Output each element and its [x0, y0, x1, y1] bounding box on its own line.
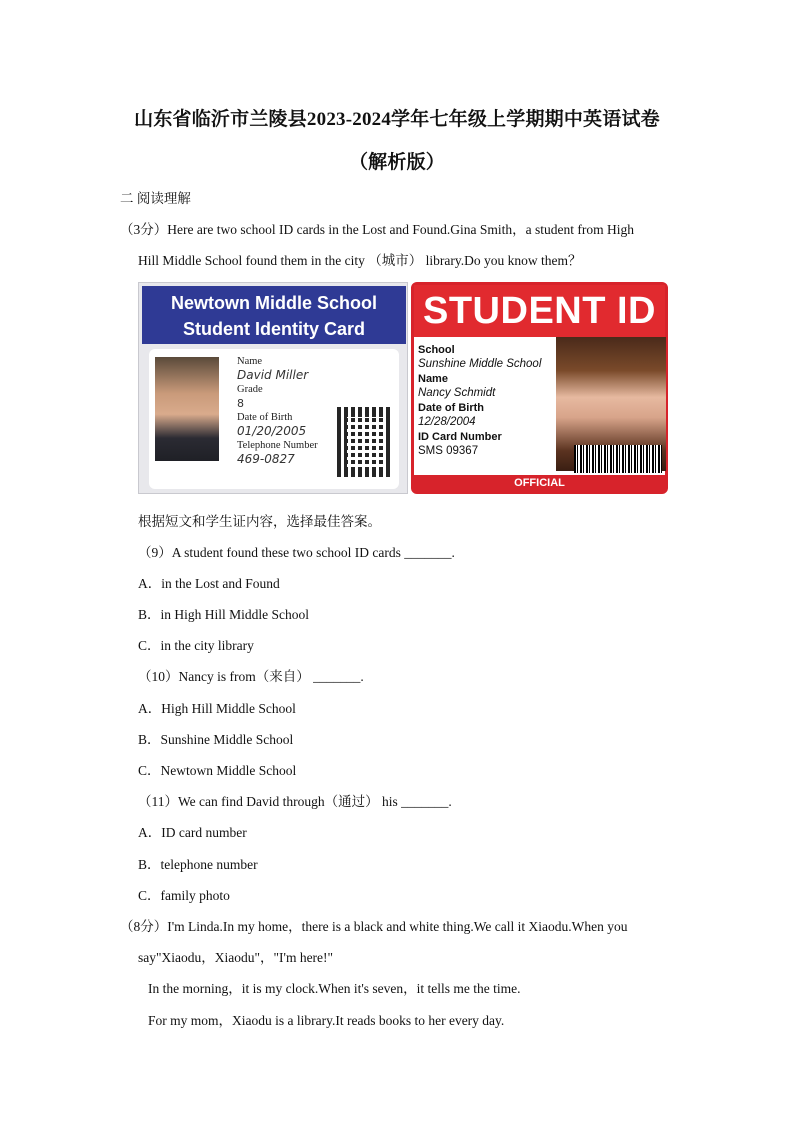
question-10-stem: （10）Nancy is from（来自） _______.: [138, 669, 364, 684]
question-11-option-c: C．family photo: [138, 888, 230, 903]
newtown-card-title-line2: Student Identity Card: [182, 319, 365, 339]
newtown-id-card: [138, 282, 408, 494]
name-label: Name: [237, 356, 263, 367]
name-label: Name: [418, 373, 448, 385]
school-label: School: [418, 344, 455, 356]
sunshine-id-card: [411, 282, 668, 494]
student-id-header: STUDENT ID: [414, 285, 665, 337]
question-11-option-a: A．ID card number: [138, 825, 247, 840]
newtown-card-title-line1: Newtown Middle School: [171, 293, 377, 313]
qr-code-icon: [337, 407, 393, 477]
grade-label: Grade: [237, 384, 263, 395]
grade-value: 8: [237, 397, 244, 410]
question-10-option-a: A．High Hill Middle School: [138, 701, 296, 716]
phone-label: Telephone Number: [237, 440, 318, 451]
name-value: David Miller: [237, 368, 309, 382]
question-10-option-b: B．Sunshine Middle School: [138, 732, 294, 747]
dob-label: Date of Birth: [237, 412, 293, 423]
dob-value: 12/28/2004: [418, 416, 476, 428]
question-10-option-c: C．Newtown Middle School: [138, 763, 297, 778]
sunshine-card-fields: [418, 343, 541, 459]
phone-value: 469-0827: [237, 452, 295, 466]
question-11-stem: （11）We can find David through（通过） his _______.: [138, 794, 452, 809]
passage2-paragraph-1: In the morning，it is my clock.When it's seven，it tells me the time.: [148, 981, 521, 996]
question-11-option-b: B．telephone number: [138, 857, 258, 872]
instruction: 根据短文和学生证内容，选择最佳答案。: [138, 514, 381, 529]
dob-label: Date of Birth: [418, 402, 484, 414]
passage2-intro-line2: say"Xiaodu，Xiaodu"，"I'm here!": [138, 950, 334, 965]
barcode-icon: [574, 445, 662, 473]
passage1-intro-line1: （3分）Here are two school ID cards in the Lost and Found.Gina Smith，a student from High: [120, 222, 635, 237]
question-9-option-a: A．in the Lost and Found: [138, 576, 280, 591]
school-value: Sunshine Middle School: [418, 358, 542, 370]
question-9-option-c: C．in the city library: [138, 638, 254, 653]
passage2-intro-line1: （8分）I'm Linda.In my home，there is a black and white thing.We call it Xiaodu.When you: [120, 919, 628, 934]
section-heading: 二 阅读理解: [120, 191, 191, 206]
page-title: 山东省临沂市兰陵县2023-2024学年七年级上学期期中英语试卷: [134, 109, 660, 130]
newtown-card-fields: [237, 355, 318, 467]
id-cards-image: [138, 282, 668, 494]
dob-value: 01/20/2005: [237, 424, 307, 438]
newtown-card-body: [149, 349, 399, 489]
page-subtitle: （解析版）: [348, 152, 445, 173]
id-number-value: SMS 09367: [418, 445, 479, 457]
id-number-label: ID Card Number: [418, 431, 502, 443]
question-9-stem: （9）A student found these two school ID cards _______.: [138, 545, 455, 560]
official-footer: OFFICIAL: [414, 475, 665, 491]
newtown-card-header: [142, 286, 406, 344]
passage1-intro-line2: Hill Middle School found them in the city （城市） library.Do you know them？: [138, 253, 582, 268]
question-9-option-b: B．in High Hill Middle School: [138, 607, 310, 622]
name-value: Nancy Schmidt: [418, 387, 496, 399]
david-photo: [155, 357, 219, 461]
passage2-paragraph-2: For my mom，Xiaodu is a library.It reads books to her every day.: [148, 1013, 505, 1028]
